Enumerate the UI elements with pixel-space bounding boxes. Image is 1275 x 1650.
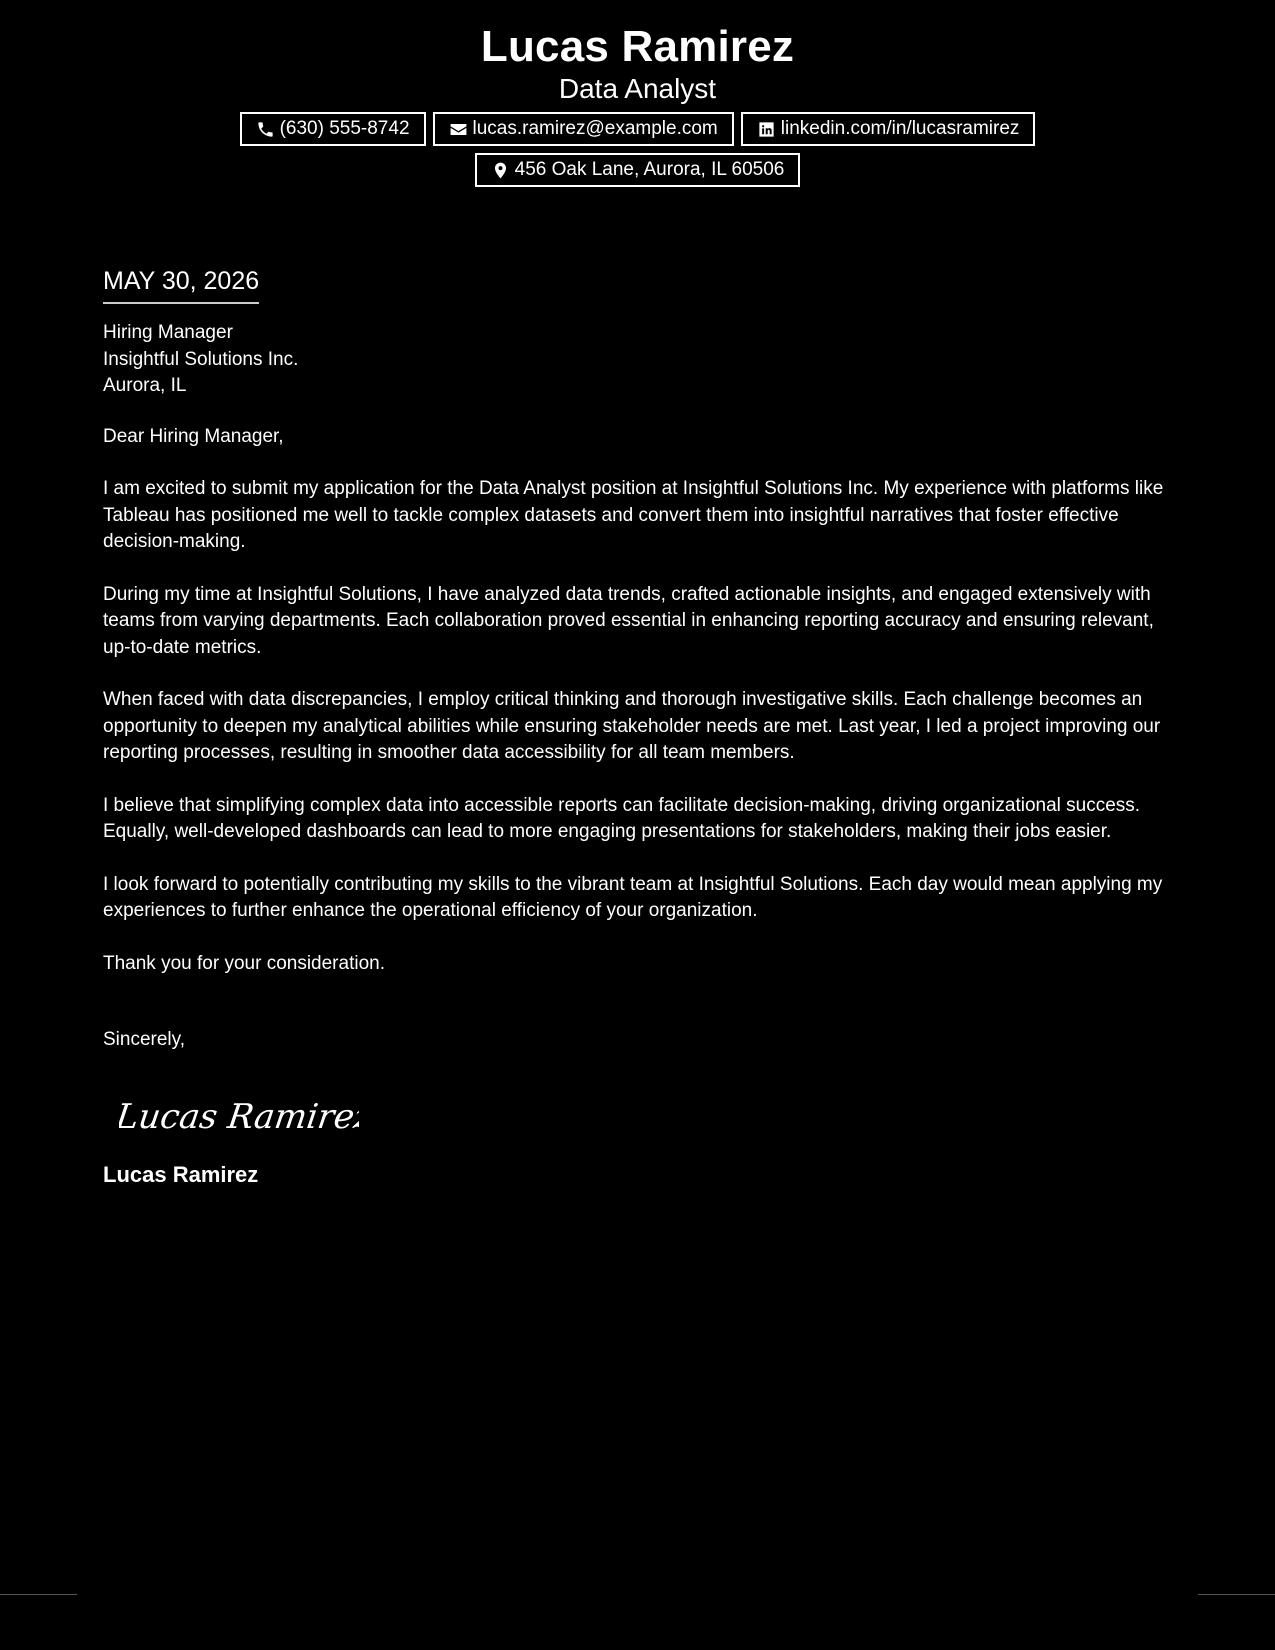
recipient-block <box>103 320 1173 400</box>
body-paragraph: I am excited to submit my application for the Data Analyst position at Insightful Solutions Inc. My experience with platforms like Tableau has positioned me well to tackle complex datasets and convert them into insightful narratives that foster effective decision-making. <box>103 478 1164 552</box>
signature-text: Lucas Ramirez <box>119 1096 359 1137</box>
recipient-line: Hiring Manager <box>103 322 233 343</box>
map-marker-icon <box>491 161 510 180</box>
signed-name: Lucas Ramirez <box>103 1161 259 1187</box>
body-paragraph: I look forward to potentially contributing my skills to the vibrant team at Insightful Solutions. Each day would mean applying my experiences to further enhance the operational efficiency of your organization. <box>103 873 1163 921</box>
letter-body <box>103 264 1173 1188</box>
signature-image <box>119 1082 359 1152</box>
closing: Sincerely, <box>103 1029 186 1050</box>
letter-header <box>0 20 1275 187</box>
signature <box>119 1082 1173 1152</box>
applicant-name: Lucas Ramirez <box>480 22 795 71</box>
recipient-line: Insightful Solutions Inc. <box>103 348 299 370</box>
contact-phone[interactable] <box>240 112 426 146</box>
applicant-title: Data Analyst <box>558 73 717 104</box>
linkedin-icon <box>757 120 776 139</box>
contact-email[interactable] <box>433 112 734 146</box>
address-text: 456 Oak Lane, Aurora, IL 60506 <box>514 159 785 180</box>
email-text: lucas.ramirez@example.com <box>472 118 718 139</box>
footer-rule-left <box>0 1594 77 1595</box>
body-paragraph: I believe that simplifying complex data into accessible reports can facilitate decision-making, driving organizational success. Equally, well-developed dashboards can lead to more engaging presentations for stakeholders, making their jobs easier. <box>103 794 1141 842</box>
envelope-icon <box>449 120 468 139</box>
recipient-line: Aurora, IL <box>103 375 187 396</box>
letter-date: MAY 30, 2026 <box>103 264 259 304</box>
body-paragraph: When faced with data discrepancies, I employ critical thinking and thorough investigative skills. Each challenge becomes an opportunity to deepen my analytical abilities while ensuring stakeholder needs are met. Last year, I led a project improving our reporting processes, resulting in smoother data accessibility for all team members. <box>103 689 1161 763</box>
body-paragraph: Thank you for your consideration. <box>103 952 385 974</box>
contact-address[interactable] <box>475 153 801 187</box>
body-paragraph: During my time at Insightful Solutions, I have analyzed data trends, crafted actionable insights, and engaged extensively with teams from varying departments. Each collaboration proved essential in enhancing reporting accuracy and ensuring relevant, up-to-date metrics. <box>103 583 1154 658</box>
contact-linkedin[interactable] <box>741 112 1036 146</box>
salutation: Dear Hiring Manager, <box>103 425 284 447</box>
linkedin-text: linkedin.com/in/lucasramirez <box>780 118 1020 139</box>
phone-text: (630) 555-8742 <box>279 118 410 139</box>
contact-list <box>208 112 1068 187</box>
footer-rule-right <box>1198 1594 1275 1595</box>
phone-icon <box>256 120 275 139</box>
